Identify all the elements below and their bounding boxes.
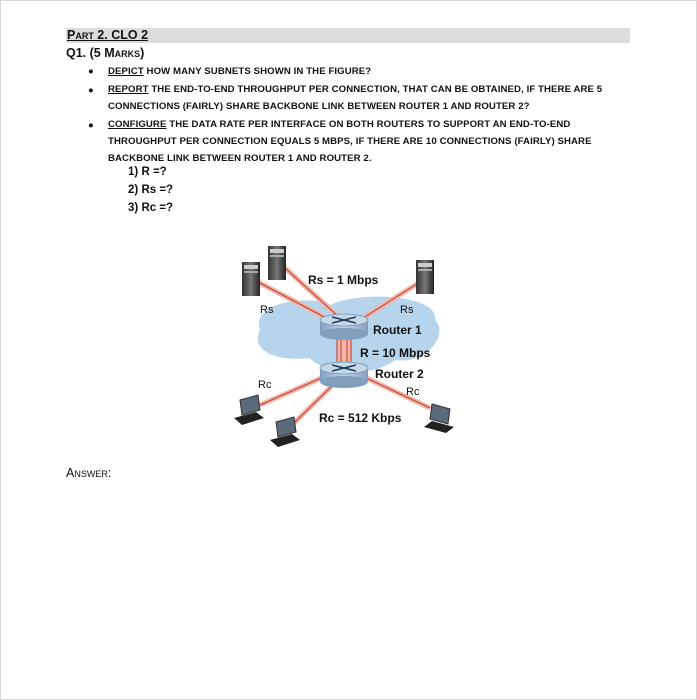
- bullet-1-text: HOW MANY SUBNETS SHOWN IN THE FIGURE?: [143, 66, 372, 77]
- server-icon-top: [268, 246, 286, 280]
- rs-left-label: Rs: [260, 304, 274, 316]
- bullet-1-keyword: DEPICT: [108, 66, 144, 77]
- sub-item-text: Rc =?: [141, 202, 174, 214]
- rc-left-label: Rc: [258, 379, 272, 391]
- sub-item-num: 1): [128, 166, 139, 178]
- question-label: Q1. (5 Marks): [66, 46, 145, 60]
- bullet-3-line3: BACKBONE LINK BETWEEN ROUTER 1 AND ROUTER 2.: [108, 153, 372, 164]
- router-2-label: Router 2: [375, 367, 424, 381]
- bullet-2-keyword: REPORT: [108, 84, 149, 95]
- router-1-icon: [320, 314, 368, 340]
- sub-item-text: Rs =?: [141, 184, 174, 196]
- bullet-marker: ●: [88, 120, 94, 131]
- bullet-3: [108, 116, 608, 167]
- bullet-3-line2: THROUGHPUT PER CONNECTION EQUALS 5 MBPS, IF THERE ARE 10 CONNECTIONS (FAIRLY) SHARE: [108, 136, 592, 147]
- bullet-3-text: THE DATA RATE PER INTERFACE ON BOTH ROUTERS TO SUPPORT AN END-TO-END: [166, 119, 571, 130]
- server-icon-right: [416, 260, 434, 294]
- bullet-marker: ●: [88, 66, 94, 77]
- rs-right-label: Rs: [400, 304, 414, 316]
- router-1-label: Router 1: [373, 323, 422, 337]
- sub-item-num: 2): [128, 184, 139, 196]
- router-2-icon: [320, 362, 368, 388]
- part-title: Part 2. CLO 2: [66, 28, 630, 43]
- bullet-1: [108, 63, 608, 80]
- bullet-2-line2: CONNECTIONS (FAIRLY) SHARE BACKBONE LINK BETWEEN ROUTER 1 AND ROUTER 2?: [108, 101, 530, 112]
- server-icon-left: [242, 262, 260, 296]
- sub-item-text: R =?: [141, 166, 167, 178]
- rc-right-label: Rc: [406, 386, 420, 398]
- sub-item-1: [128, 166, 167, 178]
- sub-item-num: 3): [128, 202, 139, 214]
- sub-item-3: [128, 202, 173, 214]
- bullet-3-keyword: CONFIGURE: [108, 119, 167, 130]
- bullet-marker: ●: [88, 85, 94, 96]
- rs-rate-label: Rs = 1 Mbps: [308, 273, 379, 287]
- network-diagram: [220, 240, 470, 460]
- answer-label: Answer:: [66, 466, 112, 480]
- laptop-icon-left: [234, 395, 264, 425]
- backbone-rate-label: R = 10 Mbps: [360, 346, 431, 360]
- sub-item-2: [128, 184, 173, 196]
- bullet-2: [108, 81, 608, 115]
- rc-rate-label: Rc = 512 Kbps: [319, 411, 402, 425]
- bullet-2-text: THE END-TO-END THROUGHPUT PER CONNECTION, THAT CAN BE OBTAINED, IF THERE ARE 5: [148, 84, 603, 95]
